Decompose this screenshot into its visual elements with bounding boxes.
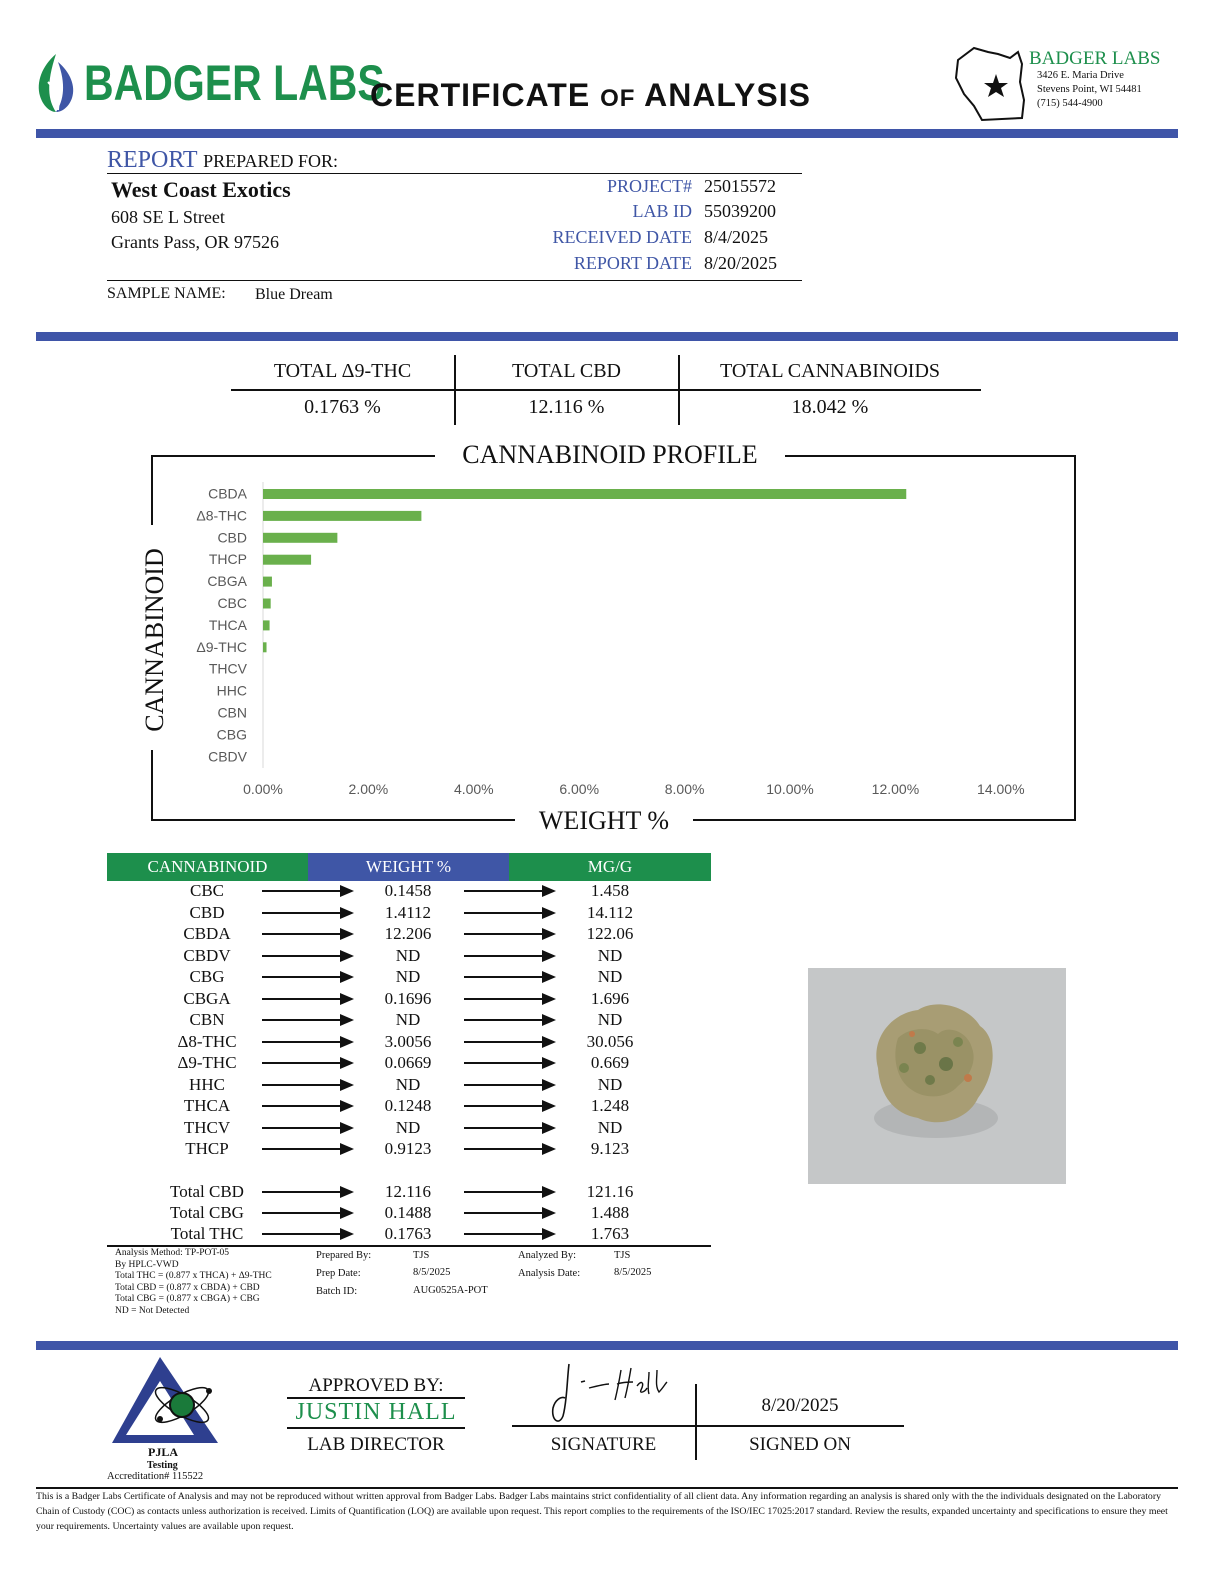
chart-bar — [263, 555, 311, 565]
arrow-icon — [464, 1013, 556, 1027]
client-street: 608 SE L Street — [111, 207, 225, 227]
total-cannabinoids-value: 18.042 % — [791, 396, 869, 418]
total-cbd-value: 12.116 % — [528, 396, 605, 418]
cannabis-bud-image — [808, 968, 1066, 1184]
table-row — [107, 1139, 711, 1160]
cell-weight: 0.1488 — [384, 1203, 432, 1222]
arrow-icon — [262, 1035, 354, 1049]
arrow-icon — [464, 1142, 556, 1156]
leaf-logo-icon — [34, 52, 78, 114]
cell-mgg: 0.669 — [590, 1053, 630, 1072]
project-value: 25015572 — [704, 176, 776, 196]
client-city: Grants Pass, OR 97526 — [111, 232, 280, 252]
prepared-by-value: TJS — [413, 1250, 430, 1261]
received-value: 8/4/2025 — [704, 227, 769, 247]
cell-mgg: 30.056 — [586, 1031, 634, 1051]
table-row — [107, 946, 711, 967]
arrow-icon — [464, 1035, 556, 1049]
chart-category-label: CBG — [216, 726, 247, 743]
total-cbd-label: TOTAL CBD — [512, 360, 621, 382]
chart-bar — [263, 533, 337, 543]
arrow-icon — [262, 1099, 354, 1113]
chart-category-label: HHC — [216, 682, 247, 699]
arrow-icon — [464, 970, 556, 984]
arrow-icon — [262, 1013, 354, 1027]
chart-x-tick-label: 12.00% — [871, 781, 920, 797]
arrow-icon — [262, 1206, 354, 1220]
wisconsin-map-icon — [952, 42, 1028, 122]
logo-text: BADGER LABS — [84, 55, 385, 111]
cell-mgg: 122.06 — [586, 924, 634, 943]
cell-mgg: ND — [597, 945, 623, 965]
method-notes — [115, 1248, 272, 1317]
badger-labs-logo — [34, 52, 385, 114]
chart-xlabel: WEIGHT % — [515, 806, 693, 836]
table-row — [107, 1203, 711, 1224]
arrow-icon — [262, 949, 354, 963]
cell-mgg: 9.123 — [590, 1139, 630, 1158]
table-row — [107, 967, 711, 988]
cell-cannabinoid: Δ8-THC — [177, 1031, 237, 1051]
table-row — [107, 989, 711, 1010]
cell-mgg: 1.248 — [590, 1096, 630, 1115]
company-address — [1037, 69, 1142, 111]
arrow-icon — [262, 1056, 354, 1070]
total-thc-label: TOTAL Δ9-THC — [273, 360, 412, 382]
chart-category-label: CBD — [217, 529, 247, 546]
pjla-logo-icon — [110, 1355, 222, 1447]
cell-cannabinoid: Total THC — [170, 1224, 244, 1243]
table-row — [107, 1075, 711, 1096]
cell-weight: ND — [395, 967, 421, 986]
arrow-icon — [262, 1227, 354, 1241]
arrow-icon — [464, 1185, 556, 1199]
director-name: JUSTIN HALL — [295, 1399, 457, 1425]
cell-cannabinoid: CBDV — [183, 945, 231, 965]
arrow-icon — [262, 1078, 354, 1092]
arrow-icon — [464, 1078, 556, 1092]
method-line: Total CBG = (0.877 x CBGA) + CBG — [115, 1294, 260, 1304]
arrow-icon — [262, 884, 354, 898]
th-weight: WEIGHT % — [308, 853, 509, 881]
arrow-icon — [262, 970, 354, 984]
disclaimer-text: This is a Badger Labs Certificate of Analysis and may not be reproduced without written approval from Badger Labs. Badger Labs maintains strict confidentiality of all client data. Any information regarding an analysis is shared only with the the individuals designated on the Laboratory Chain of Custody (COC) as contacts unless authorization is received. Limits of Quantification (LOQ) are available upon request. This report complies to the requirements of the ISO/IEC 17025:2017 standard. Review the results, expanded uncertainty and specifications to ensure they meet your requirements. Uncertainty values are available upon request. — [36, 1491, 1168, 1532]
cell-mgg: ND — [597, 1117, 623, 1137]
cell-weight: 0.1763 — [384, 1224, 432, 1243]
sample-photo — [808, 968, 1066, 1184]
chart-category-label: THCA — [208, 616, 247, 633]
chart-x-tick-label: 10.00% — [766, 781, 814, 797]
chart-category-label: THCP — [208, 551, 247, 568]
report-top-rule — [107, 173, 802, 174]
arrow-icon — [262, 1185, 354, 1199]
arrow-icon — [464, 992, 556, 1006]
arrow-icon — [262, 906, 354, 920]
header-divider — [36, 129, 1178, 138]
cell-cannabinoid: CBGA — [183, 988, 231, 1008]
sample-name-value: Blue Dream — [255, 286, 333, 303]
cell-cannabinoid: CBG — [189, 967, 225, 986]
signature-label: SIGNATURE — [550, 1434, 657, 1455]
address-street: 3426 E. Maria Drive — [1037, 70, 1124, 81]
method-line: By HPLC-VWD — [115, 1259, 179, 1270]
prepared-by-label: Prepared By: — [316, 1250, 372, 1261]
cell-cannabinoid: CBC — [189, 881, 225, 900]
pjla-label: PJLA — [148, 1445, 178, 1459]
company-name: BADGER LABS — [1029, 48, 1161, 69]
cell-mgg: 121.16 — [586, 1182, 634, 1201]
cell-weight: 0.9123 — [384, 1139, 432, 1158]
labid-value: 55039200 — [704, 201, 776, 221]
director-title: LAB DIRECTOR — [307, 1434, 445, 1455]
cell-weight: 0.1696 — [384, 988, 432, 1008]
summary-divider-2 — [678, 355, 680, 425]
report-prepared-for — [107, 147, 338, 174]
table-row — [107, 924, 711, 945]
analysis-date-label: Analysis Date: — [518, 1268, 581, 1279]
chart-category-label: CBC — [217, 595, 247, 611]
reportdate-label: REPORT DATE — [573, 253, 692, 273]
cell-mgg: 1.458 — [590, 881, 630, 900]
summary-rule — [231, 389, 981, 391]
arrow-icon — [464, 1227, 556, 1241]
cell-weight: ND — [395, 945, 421, 965]
cell-weight: ND — [395, 1074, 421, 1094]
arrow-icon — [464, 949, 556, 963]
prep-date-value: 8/5/2025 — [413, 1267, 451, 1278]
signature-rule — [512, 1425, 904, 1427]
analyzed-by-label: Analyzed By: — [518, 1250, 577, 1261]
chart-x-tick-label: 2.00% — [348, 781, 389, 797]
cell-weight: ND — [395, 1010, 421, 1029]
chart-bar — [263, 642, 267, 652]
th-mgg: MG/G — [509, 853, 711, 881]
cell-cannabinoid: Total CBG — [170, 1203, 244, 1222]
summary-divider-1 — [454, 355, 456, 425]
table-row — [107, 1053, 711, 1074]
prep-date-label: Prep Date: — [316, 1268, 361, 1279]
total-cannabinoids-label: TOTAL CANNABINOIDS — [719, 360, 941, 382]
arrow-icon — [464, 1056, 556, 1070]
chart-category-label: CBDV — [208, 748, 247, 765]
table-row — [107, 1118, 711, 1139]
chart-category-label: THCV — [208, 660, 247, 677]
arrow-icon — [262, 1121, 354, 1135]
project-label: PROJECT# — [606, 176, 692, 196]
arrow-icon — [464, 1206, 556, 1220]
page-title — [370, 77, 811, 114]
footer-divider — [36, 1341, 1178, 1350]
total-thc-value: 0.1763 % — [304, 396, 381, 418]
chart-bar — [263, 489, 906, 499]
cell-mgg: 1.488 — [590, 1203, 630, 1222]
signature-divider — [695, 1384, 697, 1460]
table-row — [107, 1010, 711, 1031]
title-part1: CERTIFICATE — [370, 77, 591, 113]
prepared-for-label: PREPARED FOR: — [203, 151, 339, 171]
cell-mgg: 1.763 — [590, 1224, 630, 1243]
cell-weight: 1.4112 — [384, 902, 432, 922]
cell-cannabinoid: CBN — [189, 1010, 225, 1029]
signed-on-label: SIGNED ON — [749, 1434, 851, 1455]
cell-cannabinoid: THCA — [183, 1096, 231, 1115]
cell-cannabinoid: CBDA — [183, 924, 231, 943]
cell-weight: 3.0056 — [384, 1031, 432, 1051]
address-phone: (715) 544-4900 — [1037, 98, 1103, 109]
report-label: REPORT — [107, 147, 198, 173]
arrow-icon — [262, 927, 354, 941]
chart-category-label: CBN — [217, 704, 247, 721]
arrow-icon — [464, 927, 556, 941]
table-row — [107, 1182, 711, 1203]
director-rule — [287, 1427, 465, 1429]
table-row — [107, 1096, 711, 1117]
cell-cannabinoid: Total CBD — [170, 1182, 244, 1201]
signed-date: 8/20/2025 — [761, 1395, 839, 1416]
cell-cannabinoid: THCV — [183, 1117, 231, 1137]
cell-weight: 0.1248 — [384, 1096, 432, 1115]
analysis-date-value: 8/5/2025 — [614, 1267, 652, 1278]
analyzed-by-value: TJS — [614, 1250, 631, 1261]
labid-label: LAB ID — [632, 201, 692, 221]
cell-weight: 0.0669 — [384, 1053, 432, 1072]
chart-x-tick-label: 8.00% — [664, 781, 705, 797]
reportdate-value: 8/20/2025 — [704, 253, 778, 273]
cell-mgg: ND — [597, 967, 623, 986]
title-part2: ANALYSIS — [644, 77, 811, 113]
table-bottom-rule — [107, 1245, 711, 1247]
arrow-icon — [262, 992, 354, 1006]
arrow-icon — [464, 1121, 556, 1135]
client-name: West Coast Exotics — [111, 177, 291, 202]
table-row — [107, 903, 711, 924]
table-row — [107, 1032, 711, 1053]
chart-category-label: Δ8-THC — [196, 507, 247, 524]
chart-bar — [263, 511, 421, 521]
sample-name-label: SAMPLE NAME: — [107, 285, 226, 302]
title-of: OF — [600, 85, 636, 112]
cell-mgg: 1.696 — [590, 988, 630, 1008]
cannabinoid-profile-chart — [160, 478, 1060, 808]
chart-title: CANNABINOID PROFILE — [435, 440, 785, 470]
cell-cannabinoid: HHC — [189, 1074, 225, 1094]
chart-ylabel: CANNABINOID — [140, 548, 169, 732]
approved-by-label: APPROVED BY: — [308, 1375, 444, 1396]
accreditation: Accreditation# 115522 — [107, 1471, 204, 1482]
chart-x-tick-label: 0.00% — [243, 781, 283, 797]
cell-mgg: 14.112 — [586, 902, 634, 922]
cell-cannabinoid: CBD — [189, 902, 225, 922]
th-cannabinoid: CANNABINOID — [107, 853, 308, 881]
cell-cannabinoid: THCP — [185, 1139, 229, 1158]
chart-x-tick-label: 14.00% — [977, 781, 1025, 797]
cell-weight: 12.116 — [384, 1182, 432, 1201]
summary-box — [231, 355, 981, 425]
arrow-icon — [262, 1142, 354, 1156]
method-line: Total THC = (0.877 x THCA) + Δ9-THC — [115, 1271, 272, 1281]
batch-label: Batch ID: — [316, 1286, 358, 1297]
table-row — [107, 881, 711, 902]
arrow-icon — [464, 906, 556, 920]
cell-mgg: ND — [597, 1074, 623, 1094]
chart-bar — [263, 620, 270, 630]
signature-image — [545, 1360, 675, 1426]
arrow-icon — [464, 884, 556, 898]
section-divider — [36, 332, 1178, 341]
chart-bar — [263, 577, 272, 587]
report-bottom-rule — [107, 280, 802, 281]
method-line: Analysis Method: TP-POT-05 — [115, 1248, 230, 1258]
method-line: ND = Not Detected — [115, 1305, 190, 1316]
address-city: Stevens Point, WI 54481 — [1037, 84, 1142, 95]
cell-weight: 12.206 — [384, 924, 432, 943]
arrow-icon — [464, 1099, 556, 1113]
cell-mgg: ND — [597, 1010, 623, 1029]
chart-x-tick-label: 6.00% — [559, 781, 600, 797]
chart-bar — [263, 599, 271, 609]
pjla-testing: Testing — [147, 1460, 178, 1471]
chart-category-label: CBGA — [207, 573, 247, 590]
cell-weight: ND — [395, 1117, 421, 1137]
method-line: Total CBD = (0.877 x CBDA) + CBD — [115, 1282, 260, 1293]
table-row — [107, 1224, 711, 1245]
chart-x-tick-label: 4.00% — [453, 781, 494, 797]
chart-category-label: Δ9-THC — [196, 638, 247, 655]
received-label: RECEIVED DATE — [552, 227, 692, 247]
batch-value: AUG0525A-POT — [413, 1285, 488, 1296]
cell-cannabinoid: Δ9-THC — [177, 1053, 237, 1072]
cell-weight: 0.1458 — [384, 881, 432, 900]
chart-category-label: CBDA — [208, 485, 247, 502]
